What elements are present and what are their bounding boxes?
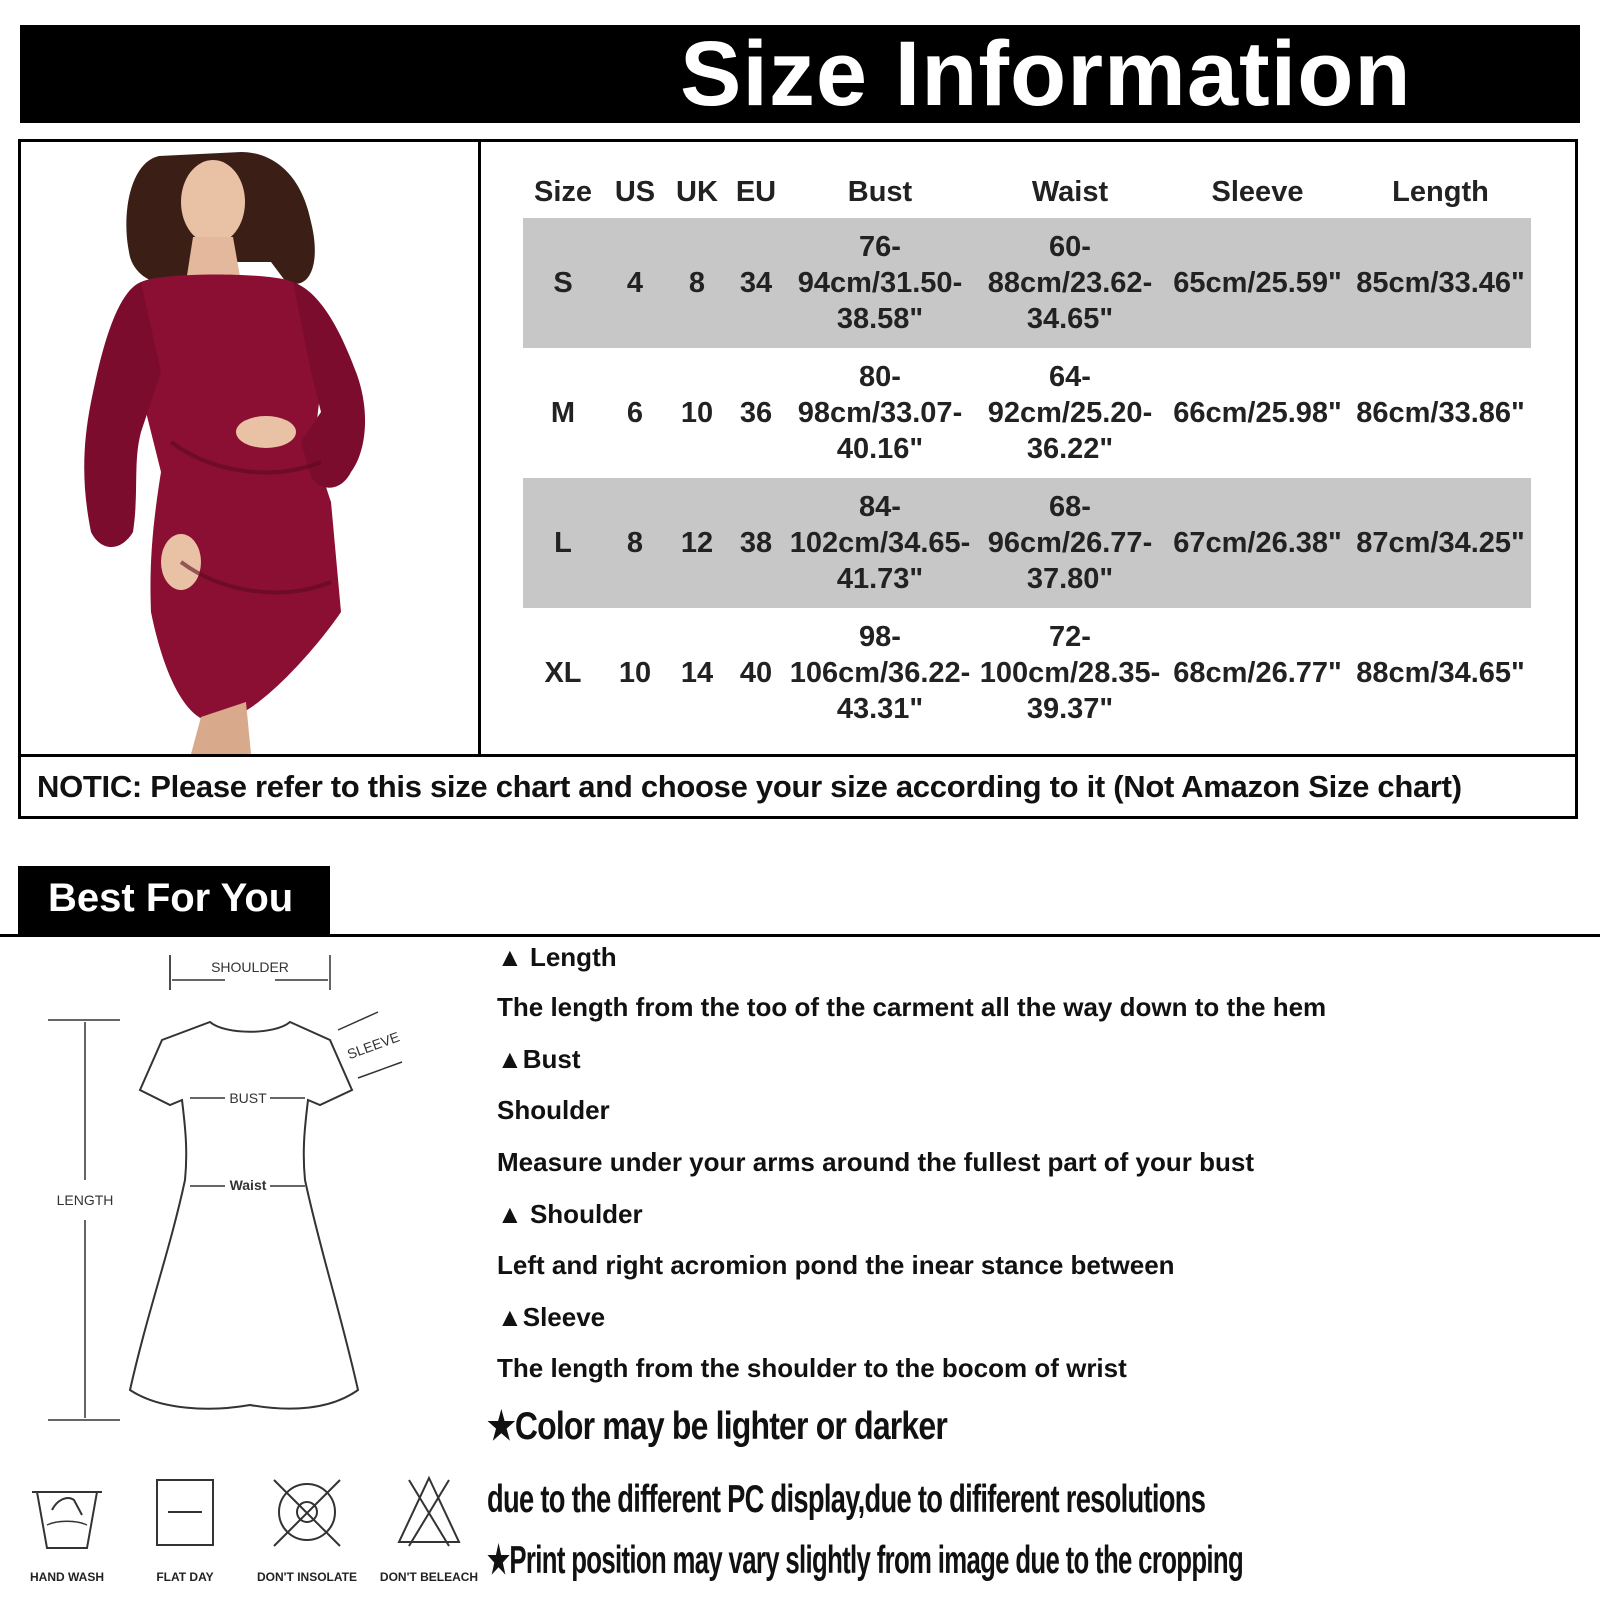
table-row: [523, 478, 1531, 608]
cell-eu: 34: [727, 218, 785, 348]
column-header: Sleeve: [1211, 175, 1304, 208]
hand-wash-icon: [12, 1470, 122, 1570]
cell-sleeve: 65cm/25.59": [1165, 218, 1350, 348]
cell-uk: 10: [680, 397, 714, 429]
note-print: ★Print position may vary slightly from image due to the cropping: [487, 1539, 1244, 1582]
column-header: Length: [1392, 175, 1489, 208]
care-item: [12, 1470, 122, 1590]
size-table: [523, 166, 1531, 738]
cell-uk: 14: [680, 657, 714, 689]
column-header: UK: [676, 175, 718, 208]
bust-label: BUST: [229, 1090, 267, 1106]
length-label: LENGTH: [56, 1192, 114, 1208]
cell-length: 86cm/33.86": [1356, 397, 1525, 429]
cell-waist: 68- 96cm/26.77- 37.80": [975, 478, 1165, 608]
cell-bust: 84- 102cm/34.65- 41.73": [785, 478, 975, 608]
cell-eu: 40: [739, 657, 773, 689]
note-display: due to the different PC display,due to dififerent resolutions: [487, 1478, 1206, 1521]
care-label: FLAT DAY: [156, 1570, 214, 1584]
cell-length: 88cm/34.65": [1356, 657, 1525, 689]
notice-text: NOTIC: Please refer to this size chart and choose your size according to it (Not Amazon Size chart): [37, 769, 1462, 804]
note-color: ★Color may be lighter or darker: [487, 1405, 947, 1448]
cell-us: 4: [603, 218, 667, 348]
product-photo: [21, 142, 478, 754]
cell-size: S: [523, 218, 603, 348]
cell-bust: 76- 94cm/31.50- 38.58": [785, 218, 975, 348]
cell-waist: 72- 100cm/28.35- 39.37": [979, 621, 1161, 725]
product-photo-cell: [21, 142, 481, 754]
care-item: [130, 1470, 240, 1590]
definition-heading-shoulder: ▲ Shoulder: [497, 1199, 643, 1229]
best-for-you-tab: [18, 866, 330, 936]
definition-subheading: Shoulder: [497, 1095, 610, 1125]
cell-us: 8: [603, 478, 667, 608]
table-header-row: [523, 166, 1531, 218]
cell-length: 87cm/34.25": [1350, 478, 1531, 608]
size-chart: [18, 139, 1578, 819]
waist-label: Waist: [229, 1177, 267, 1193]
measurement-diagram: [30, 950, 450, 1430]
title-banner: [20, 25, 1580, 123]
cell-uk: 12: [667, 478, 727, 608]
definition-text-shoulder: Left and right acromion pond the inear stance between: [497, 1250, 1175, 1280]
cell-us: 10: [618, 657, 652, 689]
size-table-cell: [481, 142, 1575, 754]
care-label: DON'T INSOLATE: [257, 1570, 357, 1584]
table-row: [523, 218, 1531, 348]
cell-eu: 38: [727, 478, 785, 608]
section-divider: [0, 934, 1600, 937]
column-header: Waist: [1031, 175, 1109, 208]
definition-heading-length: ▲ Length: [497, 942, 617, 972]
definition-text-length: The length from the too of the carment all the way down to the hem: [497, 992, 1327, 1022]
table-row: [523, 348, 1531, 478]
column-header: Size: [533, 175, 593, 208]
cell-size: M: [550, 397, 576, 429]
notice-row: [21, 754, 1575, 819]
definition-text-sleeve: The length from the shoulder to the bocom of wrist: [497, 1353, 1127, 1383]
cell-waist: 60- 88cm/23.62- 34.65": [975, 218, 1165, 348]
cell-uk: 8: [667, 218, 727, 348]
no-bleach-icon: [374, 1470, 484, 1570]
best-for-you-label: Best For You: [48, 876, 294, 920]
flat-dry-icon: [130, 1470, 240, 1570]
definition-text-bust: Measure under your arms around the fullest part of your bust: [497, 1147, 1255, 1177]
cell-size: L: [523, 478, 603, 608]
care-label: HAND WASH: [30, 1570, 104, 1584]
column-header: US: [614, 175, 656, 208]
cell-length: 85cm/33.46": [1350, 218, 1531, 348]
cell-sleeve: 67cm/26.38": [1165, 478, 1350, 608]
cell-sleeve: 66cm/25.98": [1173, 397, 1342, 429]
cell-sleeve: 68cm/26.77": [1173, 657, 1342, 689]
definition-heading-bust: ▲Bust: [497, 1044, 581, 1074]
care-item: [252, 1470, 362, 1590]
care-label: DON'T BELEACH: [379, 1570, 479, 1584]
cell-us: 6: [626, 397, 644, 429]
care-item: [374, 1470, 484, 1590]
definition-heading-sleeve: ▲Sleeve: [497, 1302, 606, 1332]
page-title: Size Information: [680, 23, 1412, 125]
column-header: EU: [735, 175, 777, 208]
sleeve-label: SLEEVE: [344, 1028, 402, 1063]
cell-bust: 80- 98cm/33.07- 40.16": [797, 361, 963, 465]
cell-size: XL: [544, 657, 582, 689]
cell-eu: 36: [739, 397, 773, 429]
cell-waist: 64- 92cm/25.20- 36.22": [987, 361, 1153, 465]
shoulder-label: SHOULDER: [211, 959, 289, 975]
no-sun-dry-icon: [252, 1470, 362, 1570]
table-row: [523, 608, 1531, 738]
cell-bust: 98- 106cm/36.22- 43.31": [789, 621, 971, 725]
column-header: Bust: [847, 175, 913, 208]
